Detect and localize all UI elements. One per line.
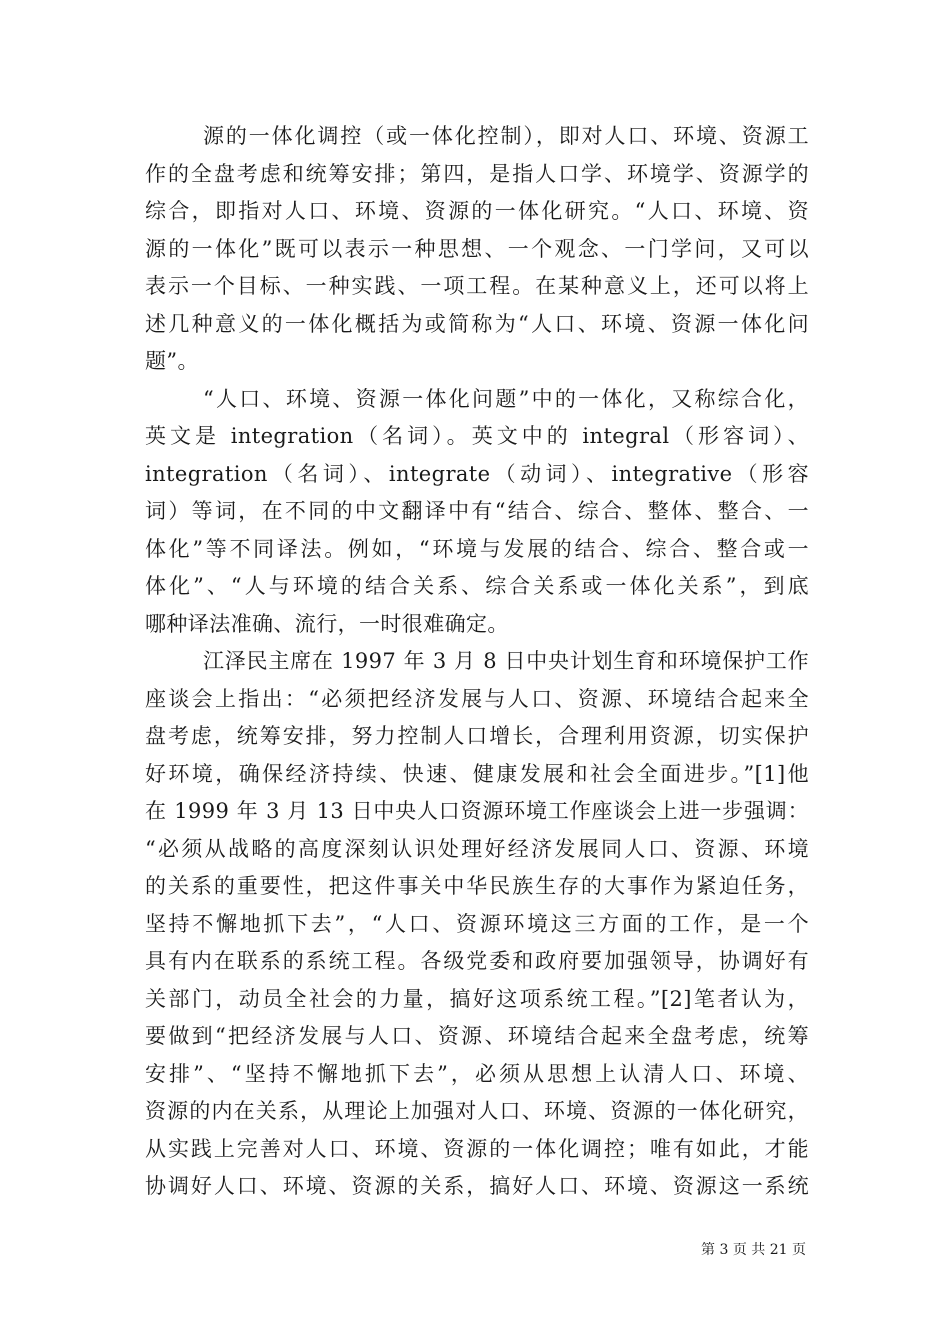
text-line: 哪种译法准确、流行，一时很难确定。 [145, 611, 509, 636]
text-line: 词）等词，在不同的中文翻译中有“结合、综合、整体、整合、一 [145, 499, 809, 523]
text-line: 作的全盘考虑和统筹安排；第四，是指人口学、环境学、资源学的 [145, 161, 809, 186]
text-line: 具有内在联系的系统工程。各级党委和政府要加强领导，协调好有 [145, 949, 809, 973]
page-number: 第 3 页 共 21 页 [701, 1242, 806, 1258]
text-line: 在 1999 年 3 月 13 日中央人口资源环境工作座谈会上进一步强调： [145, 799, 809, 823]
paragraph-1 [145, 118, 809, 381]
text-line: 盘考虑，统筹安排，努力控制人口增长，合理利用资源，切实保护 [145, 724, 809, 748]
text-line: 综合，即指对人口、环境、资源的一体化研究。“人口、环境、资 [145, 199, 809, 223]
text-line: 要做到“把经济发展与人口、资源、环境结合起来全盘考虑，统筹 [145, 1024, 809, 1048]
text-line: 源的一体化调控（或一体化控制），即对人口、环境、资源工 [203, 124, 809, 148]
text-line: 资源的内在关系，从理论上加强对人口、环境、资源的一体化研究， [145, 1099, 809, 1123]
text-line: 题”。 [145, 349, 199, 373]
text-line: 安排”、“坚持不懈地抓下去”，必须从思想上认清人口、环境、 [145, 1061, 809, 1086]
text-line: 坚持不懈地抓下去”，“人口、资源环境这三方面的工作，是一个 [145, 911, 809, 936]
text-line: 述几种意义的一体化概括为或简称为“人口、环境、资源一体化问 [145, 311, 809, 336]
text-line: 江泽民主席在 1997 年 3 月 8 日中央计划生育和环境保护工作 [203, 649, 809, 673]
text-line: 英文是 integration（名词）。英文中的 integral（形容词）、 [145, 424, 809, 448]
text-line: 表示一个目标、一种实践、一项工程。在某种意义上，还可以将上 [145, 274, 809, 298]
body-text [145, 118, 809, 1206]
text-line: 源的一体化”既可以表示一种思想、一个观念、一门学问，又可以 [145, 236, 809, 261]
paragraph-3 [145, 643, 809, 1206]
text-line: “人口、环境、资源一体化问题”中的一体化，又称综合化， [203, 386, 809, 411]
text-line: 体化”、“人与环境的结合关系、综合关系或一体化关系”，到底 [145, 574, 809, 598]
text-line: “必须从战略的高度深刻认识处理好经济发展同人口、资源、环境 [145, 836, 809, 861]
text-line: integration（名词）、integrate（动词）、integrative（形容 [145, 461, 809, 486]
text-line: 关部门，动员全社会的力量，搞好这项系统工程。”[2]笔者认为， [145, 986, 809, 1011]
text-line: 的关系的重要性，把这件事关中华民族生存的大事作为紧迫任务， [145, 874, 809, 898]
text-line: 协调好人口、环境、资源的关系，搞好人口、环境、资源这一系统 [145, 1174, 809, 1198]
text-line: 座谈会上指出：“必须把经济发展与人口、资源、环境结合起来全 [145, 686, 809, 711]
paragraph-2 [145, 381, 809, 644]
text-line: 体化”等不同译法。例如，“环境与发展的结合、综合、整合或一 [145, 536, 809, 561]
text-line: 从实践上完善对人口、环境、资源的一体化调控；唯有如此，才能 [145, 1136, 809, 1161]
text-line: 好环境，确保经济持续、快速、健康发展和社会全面进步。”[1]他 [145, 761, 809, 786]
